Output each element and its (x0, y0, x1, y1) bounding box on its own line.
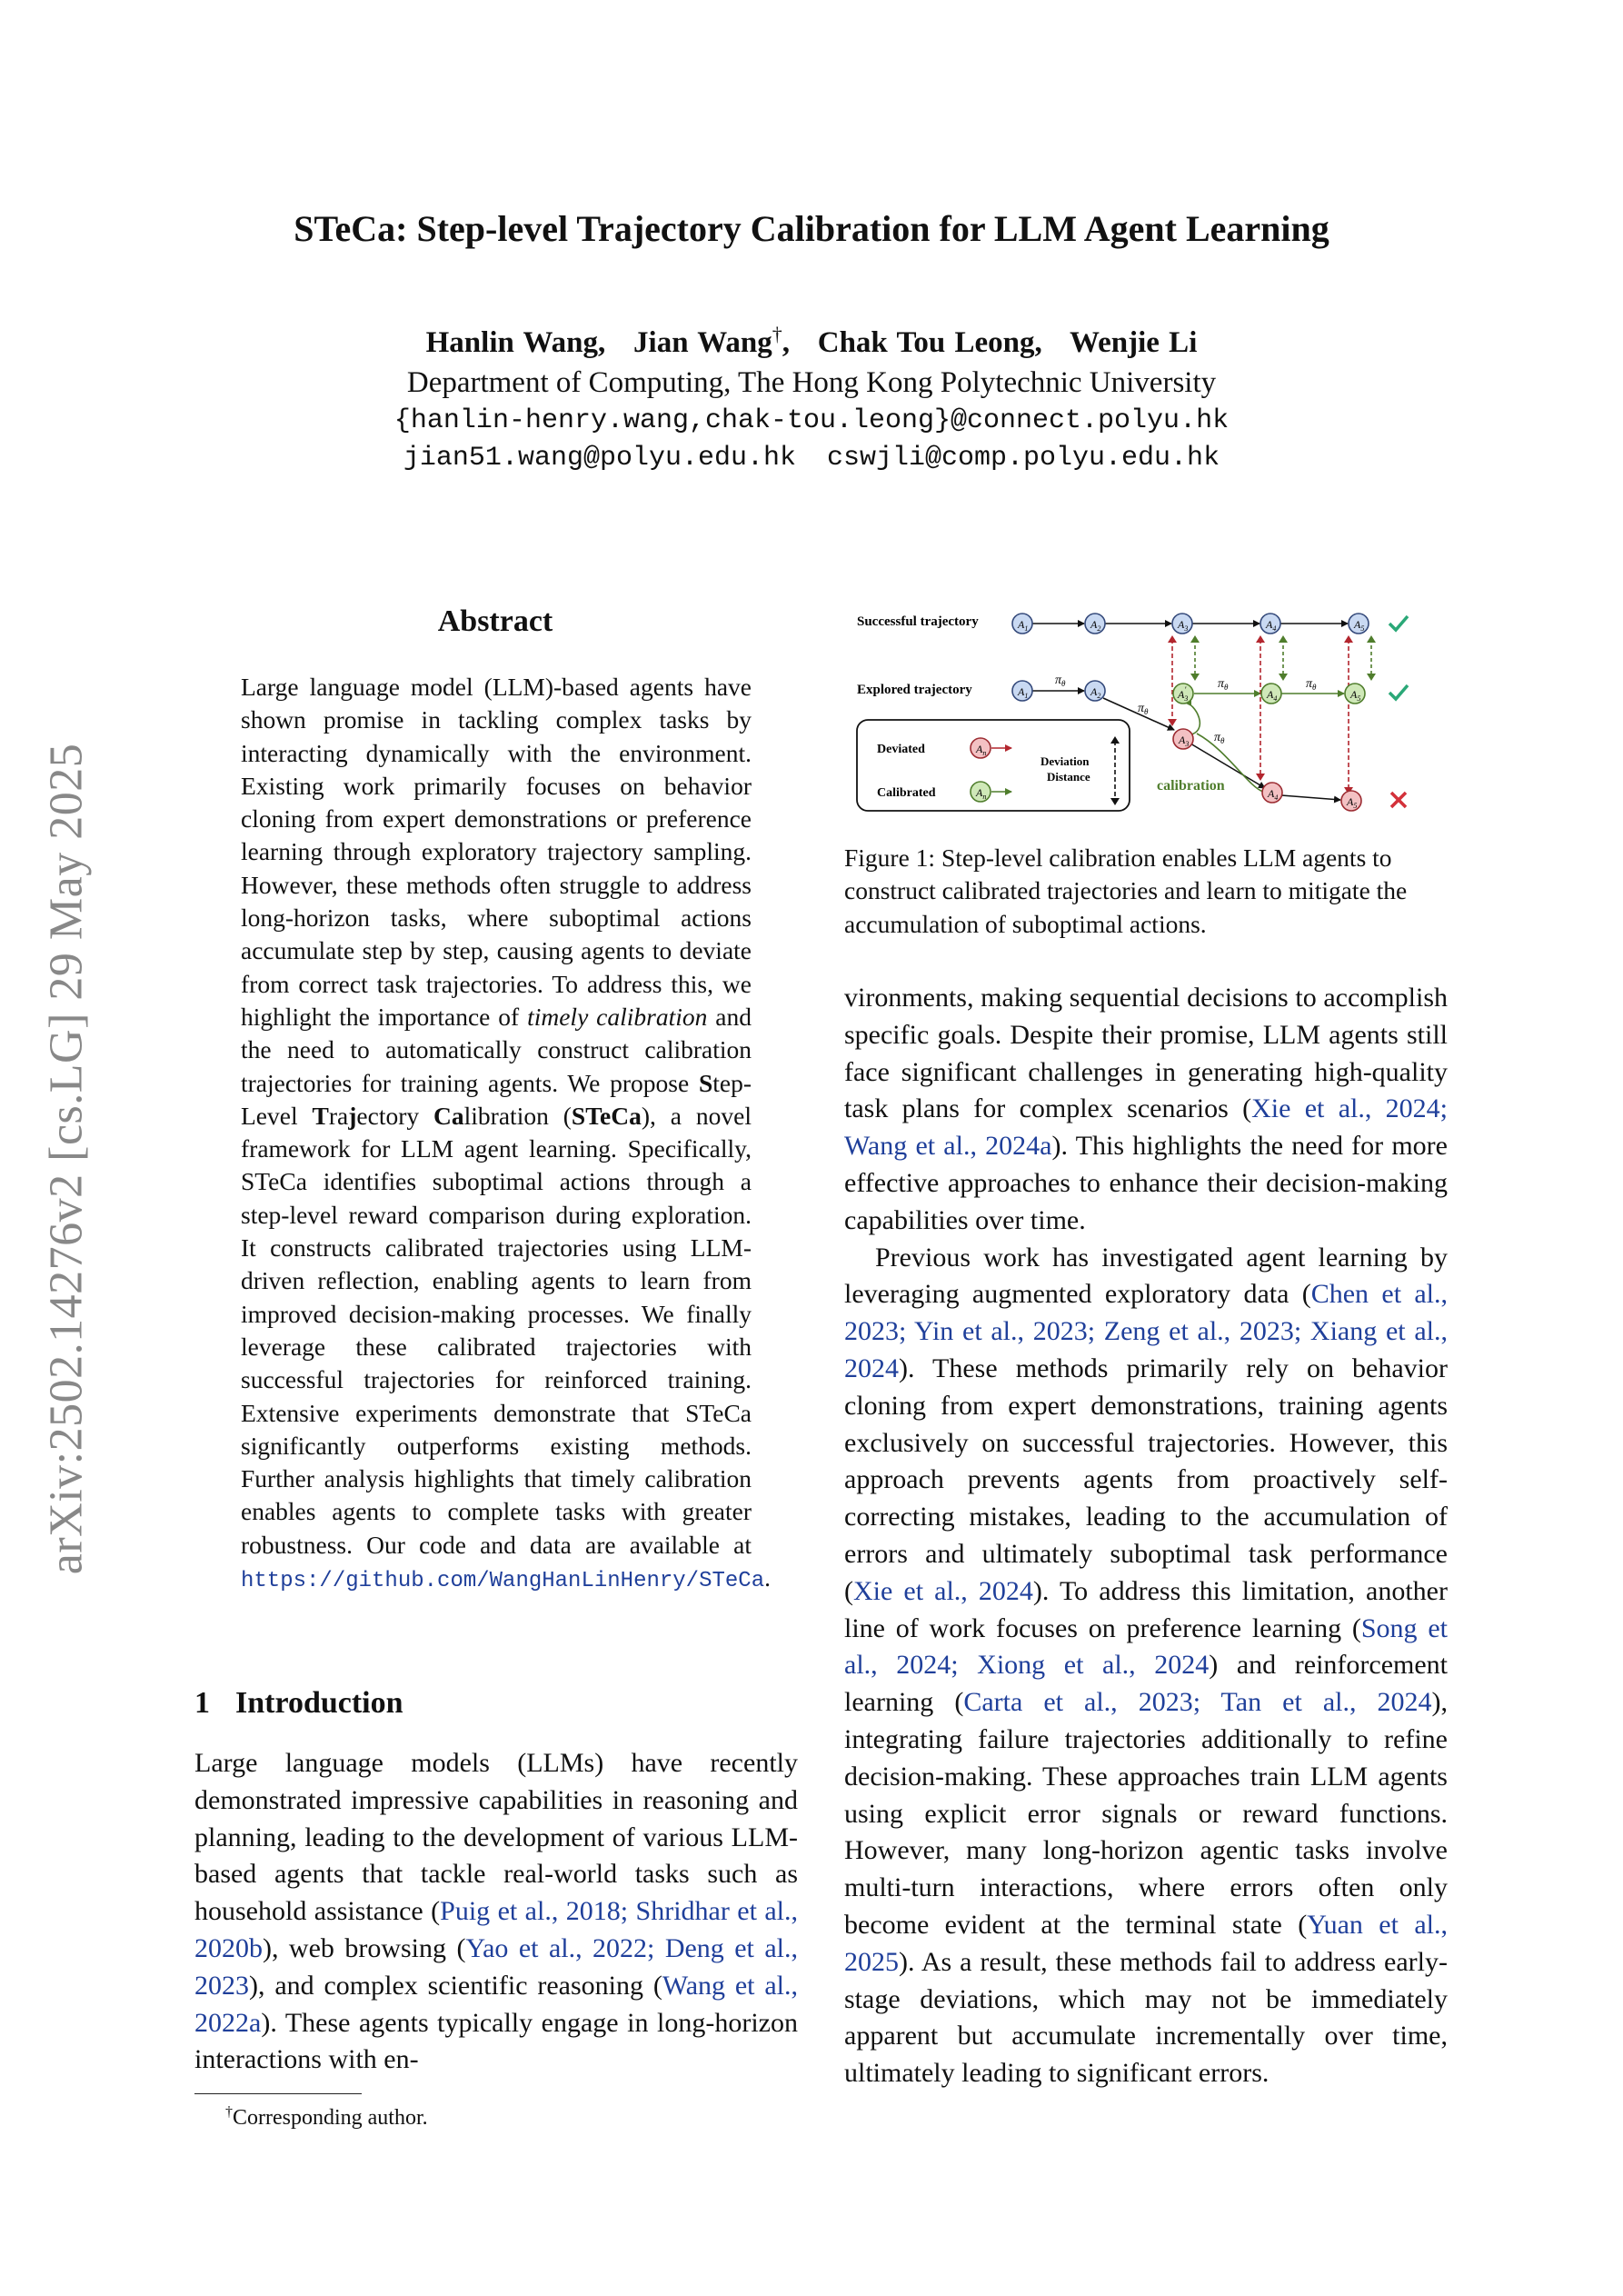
intro-text: ). As a result, these methods fail to address early-stage deviations, which may not be immediately apparent but accumulate incrementally over time, ultimately leading to significant errors. (844, 1946, 1448, 2089)
svg-text:A3: $A_3$ (1178, 618, 1189, 633)
legend-deviated-label: Deviated (877, 743, 925, 756)
author-chak-tou-leong: Chak Tou Leong, (817, 326, 1042, 359)
svg-text:πθ: $\pi_\theta$ (1214, 731, 1225, 745)
svg-text:A4: $A_4$ (1268, 787, 1279, 802)
paper-title: STeCa: Step-level Trajectory Calibration for LLM Agent Learning (294, 208, 1329, 249)
abstract-text-3: ), a novel framework for LLM agent learning. Specifically, STeCa identifies suboptimal actions through a step-level reward comparison during exploration. It constructs calibrated trajectories using LLM-driven reflection, enabling agents to learn from improved decision-making processes. We finally leverage these calibrated trajectories with successful trajectories for reinforced training. Extensive experiments demonstrate that STeCa significantly outperforms existing methods. Further analysis highlights that timely calibration enables agents to complete tasks with greater robustness. Our code and data are available at (241, 1101, 752, 1559)
citation-link[interactable]: Xie et al., 2024; Wang et al., 2024a (844, 1093, 1448, 1162)
intro-text: ), and complex scientific reasoning ( (249, 1970, 662, 2001)
successful-trajectory-label: Successful trajectory (857, 614, 979, 629)
acronym-rest: ectory (356, 1101, 434, 1130)
footnote-rule (194, 2093, 362, 2094)
svg-text:A5: $A_5$ (1350, 688, 1361, 703)
acronym-rest: tep-Level (241, 1068, 752, 1130)
citation-link[interactable]: Puig et al., 2018; Shridhar et al., 2020b (194, 1896, 798, 1963)
abstract-emphasis: timely calibration (527, 1002, 708, 1031)
figure-1-diagram (850, 595, 1431, 823)
section-number: 1 (194, 1686, 210, 1720)
legend-deviation-label: Deviation (1041, 754, 1090, 768)
svg-text:A5: $A_5$ (1354, 618, 1365, 633)
svg-text:πθ: $\pi_\theta$ (1218, 677, 1229, 692)
svg-text:A1: $A_1$ (1018, 618, 1029, 633)
intro-text: ). These agents typically engage in long-horizon interactions with en- (194, 2007, 798, 2075)
acronym-letter: T (312, 1101, 329, 1130)
svg-text:A1: $A_1$ (1018, 685, 1029, 700)
citation-link[interactable]: Xie et al., 2024 (853, 1575, 1033, 1606)
intro-text: ). To address this limitation, another line of work focuses on preference learning ( (844, 1575, 1448, 1643)
email-line-2: jian51.wang@polyu.edu.hk cswjli@comp.polyu.edu.hk (403, 443, 1220, 474)
calibrated-deviation-markers (1195, 639, 1371, 677)
abstract-heading: Abstract (437, 604, 553, 638)
intro-text: ), integrating failure trajectories additionally to refine decision-making. These approaches train LLM agents using explicit error signals or reward functions. However, many long-horizon agentic tasks involve multi-turn interactions, where errors often only become evident at the terminal state ( (844, 1687, 1449, 1940)
failure-cross-icon (1391, 793, 1406, 807)
abstract-text-1: Large language model (LLM)-based agents have shown promise in tackling complex tasks by interacting dynamically with the environment. Existing work primarily focuses on behavior cloning from expert demonstrations or preference learning through exploratory trajectory sampling. However, these methods often struggle to address long-horizon tasks, where suboptimal actions accumulate step by step, causing agents to deviate from correct task trajectories. To address this, we highlight the importance of (241, 673, 752, 1031)
citation-link[interactable]: Chen et al., 2023; Yin et al., 2023; Zeng et al., 2023; Xiang et al., 2024 (844, 1279, 1448, 1383)
intro-paragraph-continued (844, 980, 1448, 1240)
acronym-letter: S (698, 1068, 713, 1097)
section-heading-introduction (194, 1686, 403, 1721)
acronym-letter: Ca (433, 1101, 464, 1130)
svg-text:An: $A_n$ (976, 786, 987, 801)
svg-text:πθ: $\pi_\theta$ (1306, 677, 1317, 692)
intro-text: Large language models (LLMs) have recently demonstrated impressive capabilities in reasoning and planning, leading to the development of various LLM-based agents that tackle real-world tasks such as household assistance ( (194, 1748, 798, 1927)
svg-text:A4: $A_4$ (1267, 688, 1278, 703)
citation-link[interactable]: Wang et al., 2022a (194, 1970, 798, 2038)
corresponding-author-mark: † (772, 323, 782, 345)
legend-calibrated-label: Calibrated (877, 786, 936, 800)
svg-text:A3′: $A_3'$ (1178, 685, 1189, 703)
figure-1-caption: Figure 1: Step-level calibration enables LLM agents to construct calibrated trajectories and learn to mitigate the accumulation of suboptimal actions. (844, 844, 1408, 938)
citation-link[interactable]: Song et al., 2024; Xiong et al., 2024 (844, 1612, 1448, 1681)
calibration-label: calibration (1157, 778, 1225, 794)
intro-text: ). This highlights the need for more effective approaches to enhance their decision-making capabilities over time. (844, 1131, 1448, 1235)
method-name: STeCa (571, 1101, 642, 1130)
author-list (0, 323, 1623, 360)
acronym-rest: libration ( (463, 1101, 572, 1130)
svg-text:A2: $A_2$ (1090, 618, 1101, 633)
footnote-text: Corresponding author. (233, 2106, 428, 2130)
calibrated-arrows (1185, 694, 1344, 792)
arxiv-stamp-text: arXiv:2502.14276v2 [cs.LG] 29 May 2025 (40, 743, 93, 1575)
author-wenjie-li: Wenjie Li (1069, 326, 1198, 359)
citation-link[interactable]: Yuan et al., 2025 (844, 1909, 1448, 1977)
explored-trajectory-label: Explored trajectory (857, 683, 972, 697)
intro-text: ) and reinforcement learning ( (844, 1650, 1448, 1718)
acronym-letter: j (348, 1101, 357, 1130)
section-title: Introduction (235, 1686, 403, 1720)
svg-text:An: $A_n$ (976, 743, 987, 757)
citation-link[interactable]: Carta et al., 2023; Tan et al., 2024 (963, 1687, 1432, 1718)
introduction-right-column (844, 980, 1448, 2092)
abstract-body (241, 671, 771, 1598)
acronym-rest: ra (328, 1101, 349, 1130)
author-jian-wang: Jian Wang (633, 326, 772, 359)
arxiv-identifier-stamp (35, 673, 98, 1645)
svg-text:A4: $A_4$ (1266, 618, 1277, 633)
abstract-text-2: and the need to automatically construct calibration trajectories for training agents. We propose (241, 1002, 752, 1097)
footnote (225, 2104, 428, 2131)
svg-text:A2: $A_2$ (1090, 685, 1101, 700)
svg-text:πθ: $\pi_\theta$ (1138, 702, 1149, 716)
affiliation: Department of Computing, The Hong Kong Polytechnic University (406, 366, 1217, 399)
introduction-paragraph (194, 1745, 798, 2079)
abstract-end: . (764, 1563, 771, 1592)
footnote-mark: † (225, 2104, 233, 2120)
citation-link[interactable]: Yao et al., 2022; Deng et al., 2023 (194, 1932, 798, 2001)
email-line-1: {hanlin-henry.wang,chak-tou.leong}@connect.polyu.hk (393, 405, 1230, 436)
success-check-icon (1389, 685, 1408, 699)
intro-text: vironments, making sequential decisions to accomplish specific goals. Despite their promise, LLM agents still face significant challenges in generating high-quality task plans for complex scenarios ( (844, 983, 1448, 1124)
code-repository-link[interactable]: https://github.com/WangHanLinHenry/STeCa (241, 1569, 765, 1594)
svg-text:A3: $A_3$ (1179, 734, 1190, 748)
intro-text: ). These methods primarily rely on behavior cloning from expert demonstrations, training agents exclusively on successful trajectories. However, this approach prevents agents from proactively self-correcting mistakes, leading to the accumulation of errors and ultimately suboptimal task performance ( (844, 1353, 1448, 1606)
intro-text: Previous work has investigated agent learning by leveraging augmented exploratory data ( (844, 1242, 1448, 1310)
author-separator: , (782, 326, 790, 359)
legend-distance-label: Distance (1047, 770, 1090, 784)
svg-text:πθ: $\pi_\theta$ (1055, 674, 1066, 688)
intro-text: ), web browsing ( (263, 1932, 466, 1963)
success-check-icon (1389, 616, 1408, 630)
author-hanlin-wang: Hanlin Wang, (425, 326, 606, 359)
svg-text:A5: $A_5$ (1347, 795, 1358, 810)
intro-paragraph-related-work (844, 1240, 1448, 2092)
